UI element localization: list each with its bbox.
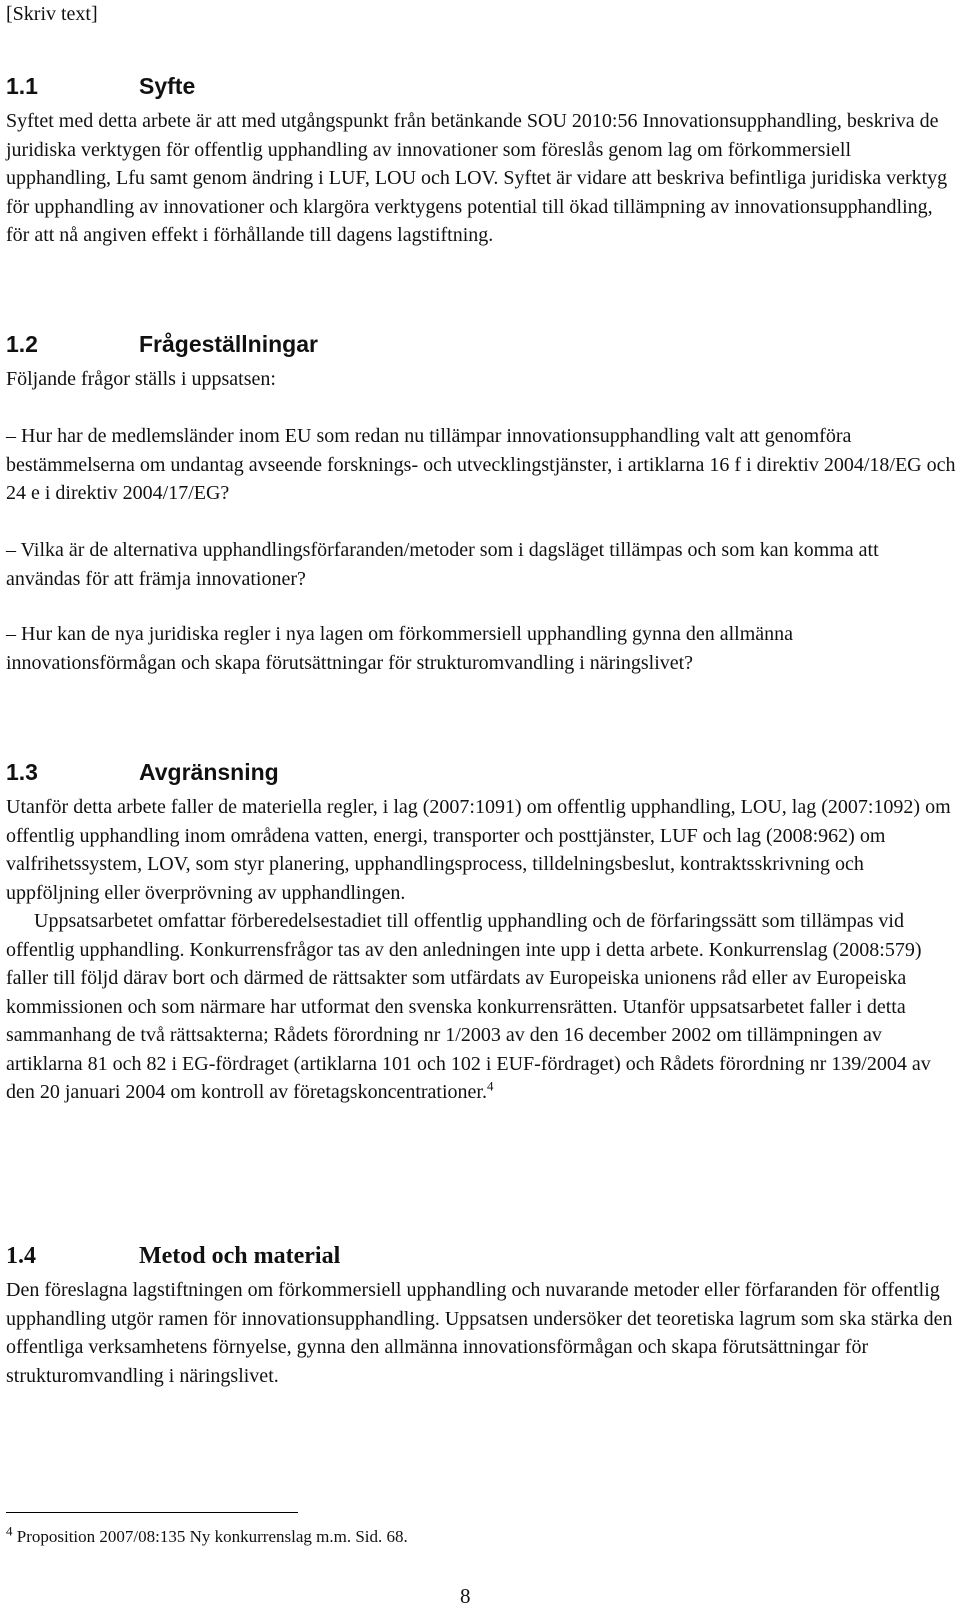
section-heading-avgransning bbox=[6, 758, 279, 786]
paragraph: Syftet med detta arbete är att med utgångspunkt från betänkande SOU 2010:56 Innovationsupphandling, beskriva de juridiska verktygen för offentlig upphandling av innovationer som föreslås genom lag om förkommersiell upphandling, Lfu samt genom ändring i LUF, LOU och LOV. Syftet är vidare att beskriva befintliga juridiska verktyg för upphandling av innovationer och klargöra verktygens potential till ökad tillämpning av innovationsupphandling, för att nå angiven effekt i förhållande till dagens lagstiftning. bbox=[6, 110, 948, 246]
paragraph: Följande frågor ställs i uppsatsen: bbox=[6, 368, 276, 390]
section-number: 1.4 bbox=[6, 1243, 36, 1269]
section-title: Syfte bbox=[139, 73, 196, 99]
question-item bbox=[6, 536, 956, 593]
footnote-reference: 4 bbox=[486, 1078, 494, 1094]
header-placeholder: [Skriv text] bbox=[6, 3, 98, 25]
question-text: – Vilka är de alternativa upphandlingsförfaranden/metoder som i dagsläget tillämpas och som kan komma att användas för att främja innovationer? bbox=[6, 539, 879, 590]
paragraph: Utanför detta arbete faller de materiella regler, i lag (2007:1091) om offentlig upphandling, LOU, lag (2007:1092) om offentlig upphandling inom områdena vatten, energi, transporter och posttjänster, LUF och lag (2008:962) om valfrihetssystem, LOV, som styr planering, upphandlingsprocess, tilldelningsbeslut, kontraktsskrivning och uppföljning eller överprövning av upphandlingen. bbox=[6, 796, 951, 904]
section-number: 1.2 bbox=[6, 331, 38, 357]
question-item bbox=[6, 620, 956, 677]
footnote-divider bbox=[6, 1512, 298, 1513]
section-title: Avgränsning bbox=[139, 759, 279, 785]
footnote-text: Proposition 2007/08:135 Ny konkurrenslag m.m. Sid. 68. bbox=[12, 1527, 408, 1546]
footnote-marker: 4 bbox=[6, 1523, 13, 1539]
paragraph: Den föreslagna lagstiftningen om förkommersiell upphandling och nuvarande metoder eller förfaranden för offentlig upphandling utgör ramen för innovationsupphandling. Uppsatsen undersöker det teoretiska lagrum som ska stärka den offentliga verksamhetens förnyelse, gynna den allmänna innovationsförmågan och skapa förutsättningar för strukturomvandling i näringslivet. bbox=[6, 1279, 953, 1387]
section-title: Metod och material bbox=[139, 1243, 341, 1269]
section-body-avgransning bbox=[6, 793, 956, 1107]
paragraph-text: Uppsatsarbetet omfattar förberedelsestadiet till offentlig upphandling och de förfaringssätt som tillämpas vid offentlig upphandling. Konkurrensfrågor tas av den anledningen inte upp i detta arbete. Konkurrenslag (2008:579) faller till följd därav bort och därmed de rättsakter som utfärdats av Europeiska unionens råd eller av Europeiska kommissionen och som närmare har utformat den svenska konkurrensrätten. Utanför uppsatsarbetet faller i detta sammanhang de två rättsakterna; Rådets förordning nr 1/2003 av den 16 december 2002 om tillämpningen av artiklarna 81 och 82 i EG-fördraget (artiklarna 101 och 102 i EUF-fördraget) och Rådets förordning nr 139/2004 av den 20 januari 2004 om kontroll av företagskoncentrationer. bbox=[6, 910, 931, 1103]
section-heading-metod bbox=[6, 1242, 340, 1270]
question-item bbox=[6, 422, 956, 508]
section-heading-syfte bbox=[6, 72, 195, 100]
footnote bbox=[6, 1523, 408, 1548]
page-number: 8 bbox=[460, 1584, 471, 1608]
question-text: – Hur har de medlemsländer inom EU som redan nu tillämpar innovationsupphandling valt att genomföra bestämmelserna om undantag avseende forsknings- och utvecklingstjänster, i artiklarna 16 f i direktiv 2004/18/EG och 24 e i direktiv 2004/17/EG? bbox=[6, 425, 956, 504]
section-heading-fragestallningar bbox=[6, 330, 318, 358]
section-number: 1.3 bbox=[6, 759, 38, 785]
section-intro-fragestallningar bbox=[6, 365, 956, 394]
section-number: 1.1 bbox=[6, 73, 38, 99]
section-body-metod bbox=[6, 1276, 956, 1390]
section-title: Frågeställningar bbox=[139, 331, 318, 357]
paragraph-with-footnote bbox=[6, 907, 956, 1107]
question-text: – Hur kan de nya juridiska regler i nya lagen om förkommersiell upphandling gynna den allmänna innovationsförmågan och skapa förutsättningar för strukturomvandling i näringslivet? bbox=[6, 623, 794, 674]
section-body-syfte bbox=[6, 107, 956, 250]
